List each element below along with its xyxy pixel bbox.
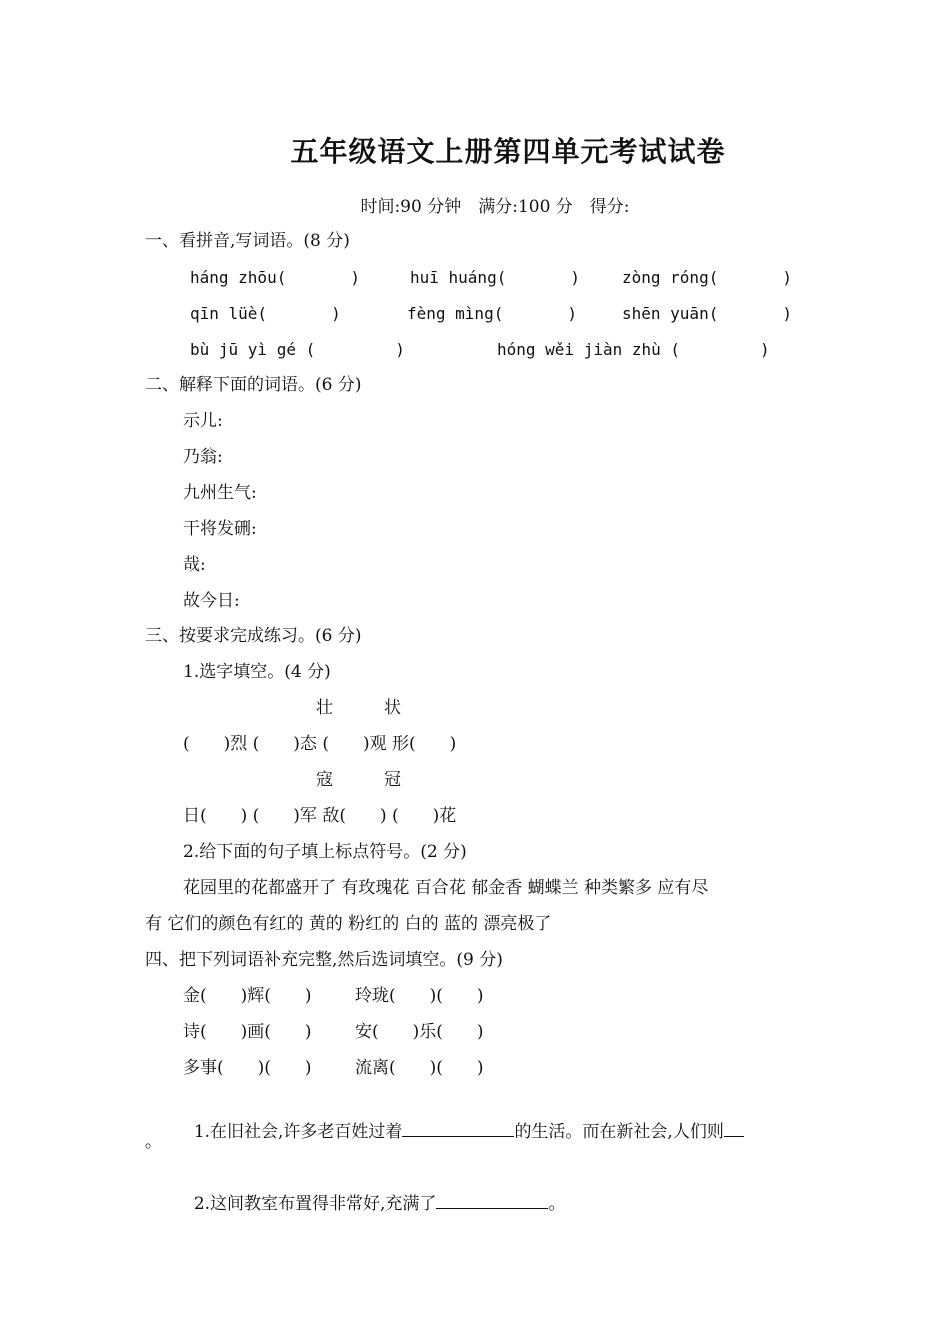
pinyin-item: hóng wěi jiàn zhù ( ) bbox=[497, 340, 770, 359]
fill-row: ( )烈 ( )态 ( )观 形( ) bbox=[183, 734, 457, 754]
term-item: 哉: bbox=[183, 555, 206, 575]
pinyin-item: huī huáng( ) bbox=[410, 268, 580, 287]
sentence-part: 的生活。而在新社会,人们则 bbox=[514, 1122, 724, 1142]
char-choice-pair: 寇 冠 bbox=[316, 770, 401, 790]
sentence-part: 1.在旧社会,许多老百姓过着 bbox=[193, 1122, 403, 1142]
idiom-item: 玲珑( )( ) bbox=[355, 986, 484, 1006]
term-item: 乃翁: bbox=[183, 447, 223, 467]
pinyin-item: zòng róng( ) bbox=[622, 268, 792, 287]
idiom-item: 诗( )画( ) bbox=[183, 1022, 312, 1042]
term-item: 干将发硎: bbox=[183, 519, 257, 539]
punctuation-sentence: 花园里的花都盛开了 有玫瑰花 百合花 郁金香 蝴蝶兰 种类繁多 应有尽 bbox=[183, 878, 709, 898]
fill-sentence-2 bbox=[183, 1166, 565, 1216]
fill-sentence-1-end: 。 bbox=[145, 1132, 162, 1152]
idiom-item: 多事( )( ) bbox=[183, 1058, 312, 1078]
sentence-part: 。 bbox=[548, 1194, 566, 1214]
pinyin-item: fèng mìng( ) bbox=[407, 304, 577, 323]
answer-blank bbox=[724, 1118, 744, 1137]
question-2-label: 2.给下面的句子填上标点符号。(2 分) bbox=[183, 842, 467, 862]
section-4-heading: 四、把下列词语补充完整,然后选词填空。(9 分) bbox=[145, 950, 503, 970]
term-item: 故今日: bbox=[183, 591, 240, 611]
sentence-part: 2.这间教室布置得非常好,充满了 bbox=[193, 1194, 437, 1214]
char-choice-pair: 壮 状 bbox=[316, 698, 401, 718]
fill-row: 日( ) ( )军 敌( ) ( )花 bbox=[183, 806, 457, 826]
fill-sentence-1 bbox=[183, 1094, 744, 1144]
pinyin-item: bù jū yì gé ( ) bbox=[190, 340, 405, 359]
pinyin-item: shēn yuān( ) bbox=[622, 304, 792, 323]
punctuation-sentence-cont: 有 它们的颜色有红的 黄的 粉红的 白的 蓝的 漂亮极了 bbox=[145, 914, 552, 934]
exam-info: 时间:90 分钟 满分:100 分 得分: bbox=[360, 197, 630, 217]
term-item: 示儿: bbox=[183, 411, 223, 431]
section-2-heading: 二、解释下面的词语。(6 分) bbox=[145, 375, 362, 395]
question-1-label: 1.选字填空。(4 分) bbox=[183, 662, 331, 682]
section-1-heading: 一、看拼音,写词语。(8 分) bbox=[145, 231, 350, 251]
idiom-item: 金( )辉( ) bbox=[183, 986, 312, 1006]
idiom-item: 安( )乐( ) bbox=[355, 1022, 484, 1042]
pinyin-item: qīn lüè( ) bbox=[190, 304, 341, 323]
answer-blank bbox=[402, 1118, 514, 1137]
idiom-item: 流离( )( ) bbox=[355, 1058, 484, 1078]
term-item: 九州生气: bbox=[183, 483, 257, 503]
answer-blank bbox=[436, 1190, 548, 1209]
section-3-heading: 三、按要求完成练习。(6 分) bbox=[145, 626, 362, 646]
pinyin-item: háng zhōu( ) bbox=[190, 268, 360, 287]
exam-title: 五年级语文上册第四单元考试试卷 bbox=[290, 135, 726, 168]
